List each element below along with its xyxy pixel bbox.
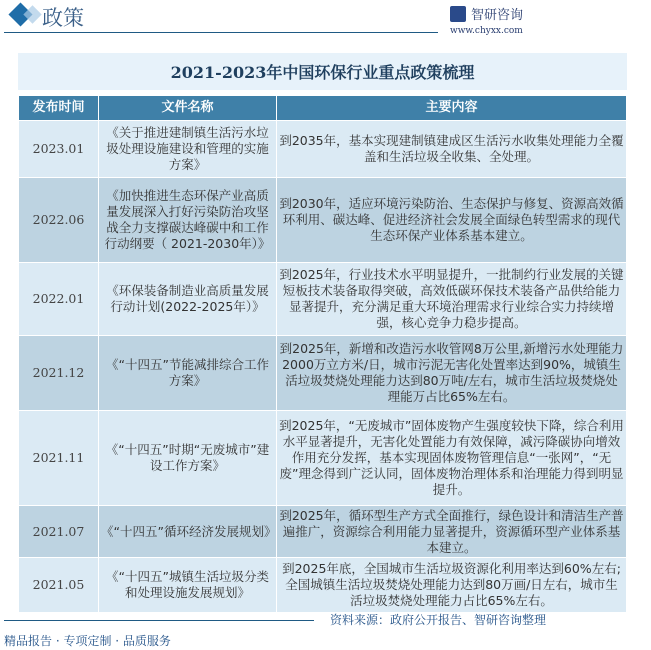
- brand-url: www.chyxx.com: [450, 26, 523, 36]
- policy-date: 2023.01: [19, 121, 99, 178]
- policy-date: 2021.12: [19, 336, 99, 411]
- policy-name: 《“十四五”城镇生活垃圾分类和处理设施发展规划》: [99, 558, 277, 613]
- policy-name: 《加快推进生态环保产业高质量发展深入打好污染防治攻坚战全力支撑碳达峰碳中和工作行动纲要（ 2021-2030年）》: [99, 178, 277, 263]
- logo-icon: [450, 6, 466, 22]
- column-header-date: 发布时间: [19, 96, 99, 121]
- brand-logo: [450, 4, 523, 23]
- footer-slogan: 精品报告 · 专项定制 · 品质服务: [4, 634, 171, 648]
- policy-name: 《“十四五”时期“无废城市”建设工作方案》: [99, 411, 277, 506]
- policy-date: 2022.01: [19, 263, 99, 336]
- policy-content: 到2030年，适应环境污染防治、生态保护与修复、资源高效循环利用、碳达峰、促进经济社会发展全面绿色转型需求的现代生态环保产业体系基本建立。: [277, 178, 627, 263]
- table-row: [19, 263, 627, 336]
- source-note: 资料来源：政府公开报告、智研咨询整理: [330, 613, 547, 627]
- column-header-name: 文件名称: [99, 96, 277, 121]
- policy-content: 到2025年，新增和改造污水收管网8万公里,新增污水处理能力2000万立方米/日，城市污泥无害化处置率达到90%，城镇生活垃圾焚烧处理能力达到80万吨/左右，城市生活垃圾焚烧处理能万占比65%左右。: [277, 336, 627, 411]
- policy-content: 到2035年，基本实现建制镇建成区生活污水收集处理能力全覆盖和生活垃圾全收集、全处理。: [277, 121, 627, 178]
- table-row: [19, 178, 627, 263]
- policy-table: [18, 95, 627, 613]
- policy-name: 《“十四五”循环经济发展规划》: [99, 506, 277, 558]
- table-row: [19, 558, 627, 613]
- policy-content: 到2025年底，全国城市生活垃圾资源化利用率达到60%左右;全国城镇生活垃圾焚烧处理能力达到80万画/日左右，城市生活垃圾焚烧处理能力占比65%左右。: [277, 558, 627, 613]
- policy-content: 到2025年，循环型生产方式全面推行，绿色设计和清洁生产普遍推广，资源综合利用能力显著提升，资源循环型产业体系基本建立。: [277, 506, 627, 558]
- column-header-content: 主要内容: [277, 96, 627, 121]
- policy-content: 到2025年，“无废城市”固体废物产生强度较快下降，综合利用水平显著提升，无害化处置能力有效保障，减污降碳协向增效作用充分发挥，基本实现固体废物管理信息“一张网”，“无废”理念得到广泛认同，固体废物治理体系和治理能力得到明显提升。: [277, 411, 627, 506]
- policy-name: 《关于推进建制镇生活污水垃圾处理设施建设和管理的实施方案》: [99, 121, 277, 178]
- policy-date: 2021.05: [19, 558, 99, 613]
- table-title: 2021-2023年中国环保行业重点政策梳理: [18, 53, 627, 90]
- table-row: [19, 336, 627, 411]
- footer-divider: [4, 620, 314, 621]
- policy-content: 到2025年，行业技术水平明显提升，一批制约行业发展的关键短板技术装备取得突破，高效低碳环保技术装备产品供给能力显著提升，充分满足重大环境治理需求行业综合实力持续增强，核心竞争力稳步提高。: [277, 263, 627, 336]
- table-row: [19, 121, 627, 178]
- logo-text: 智研咨询: [471, 8, 524, 23]
- section-title: 政策: [42, 6, 84, 30]
- policy-date: 2021.11: [19, 411, 99, 506]
- policy-date: 2021.07: [19, 506, 99, 558]
- table-row: [19, 506, 627, 558]
- policy-name: 《“十四五”节能减排综合工作方案》: [99, 336, 277, 411]
- table-row: [19, 411, 627, 506]
- policy-name: 《环保装备制造业高质量发展行动计划(2022-2025年）》: [99, 263, 277, 336]
- page-header: [0, 0, 651, 40]
- header-divider: [4, 32, 438, 33]
- policy-date: 2022.06: [19, 178, 99, 263]
